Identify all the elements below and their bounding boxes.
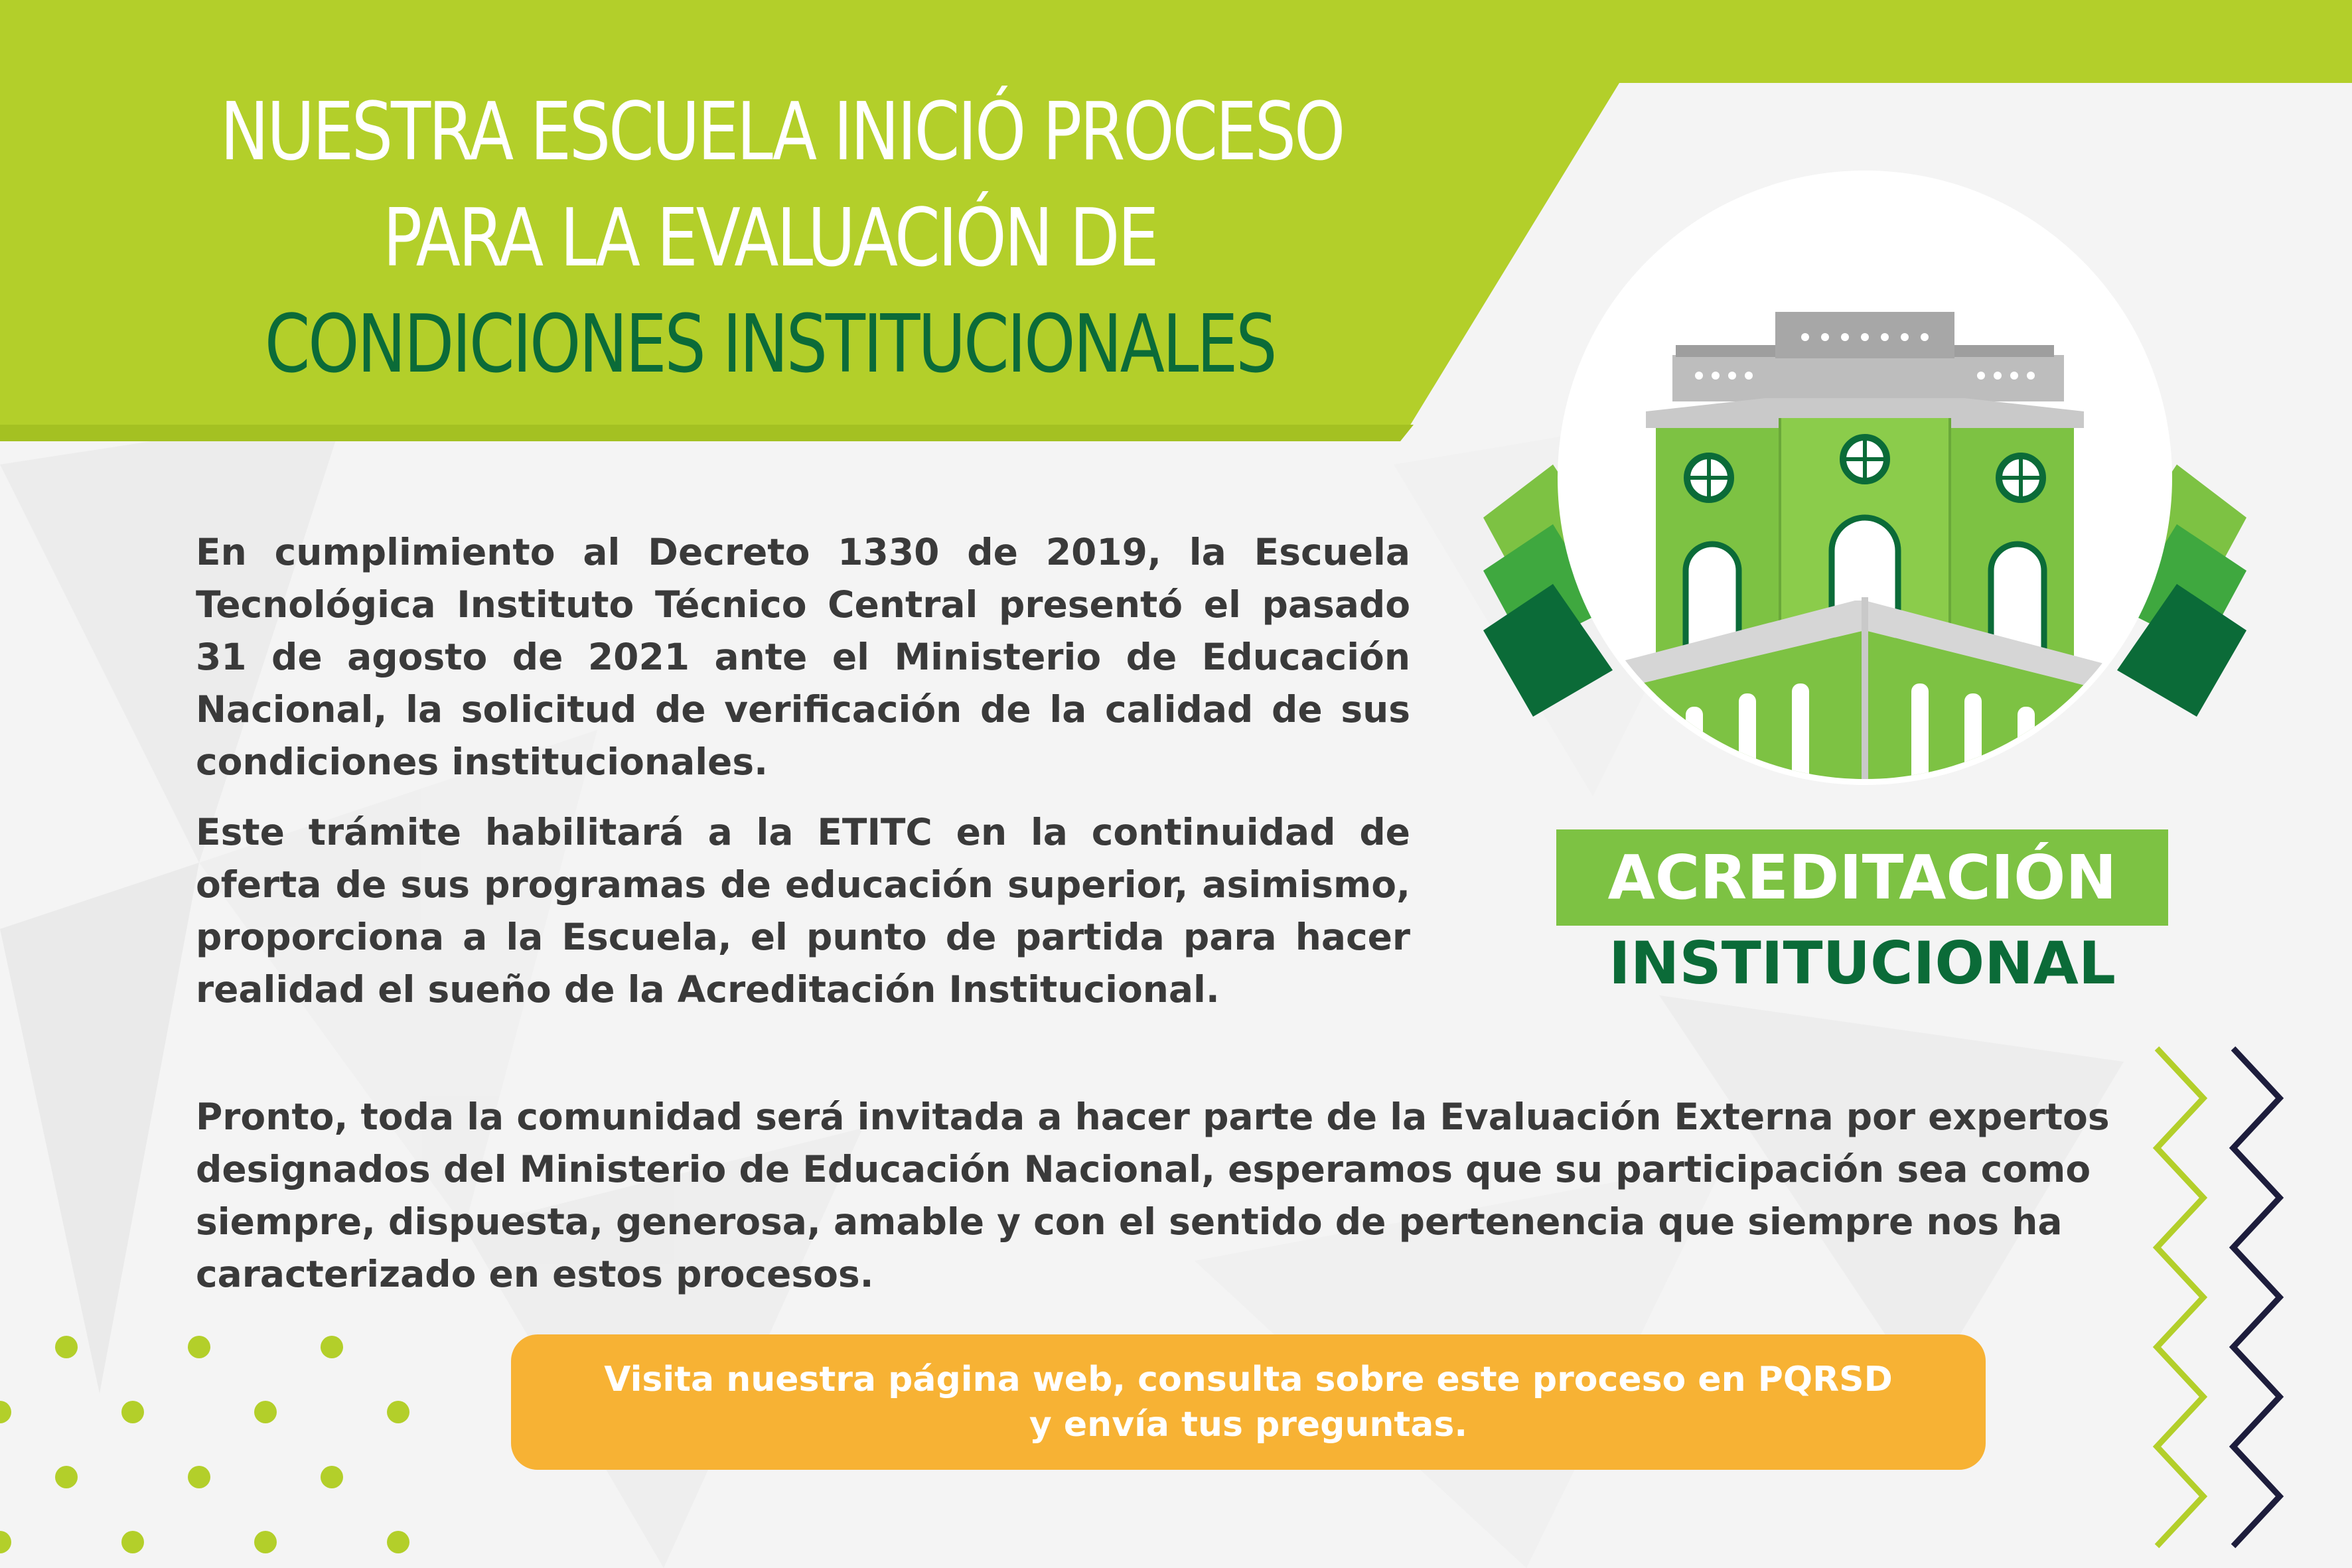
paragraph-evaluation: Pronto, toda la comunidad será invitada a hacer parte de la Evaluación Externa por expertos designados del Ministerio de Educación Nacional, esperamos que su participación sea como siempre, dispuesta, generosa, amable y con el sentido de pertenencia que siempre nos ha caracterizado en estos procesos. <box>196 1096 2110 1295</box>
page-title <box>220 80 1344 398</box>
zigzag-lime <box>2157 1048 2203 1546</box>
cta-line-1: Visita nuestra página web, consulta sobre este proceso en PQRSD <box>604 1360 1893 1399</box>
paragraph-decree: En cumplimiento al Decreto 1330 de 2019, la Escuela Tecnológica Instituto Técnico Central presentó el pasado 31 de agosto de 2021 ante el Ministerio de Educación Nacional, la solicitud de verificación de la calidad de sus condiciones institucionales. <box>196 531 1410 783</box>
cta-line-2: y envía tus preguntas. <box>1029 1405 1468 1445</box>
title-line-2: PARA LA EVALUACIÓN DE <box>382 192 1157 285</box>
badge-institucional: INSTITUCIONAL <box>1609 929 2116 997</box>
badge-acreditacion: ACREDITACIÓN <box>1556 829 2168 926</box>
paragraph-procedure: Este trámite habilitará a la ETITC en la continuidad de oferta de sus programas de educación superior, asimismo, proporciona a la Escuela, el punto de partida para hacer realidad el sueño de la Acreditación Institucional. <box>196 811 1410 1011</box>
cta-banner[interactable] <box>511 1334 1986 1470</box>
decorative-dots <box>0 1336 409 1553</box>
title-line-3: CONDICIONES INSTITUCIONALES <box>264 299 1276 391</box>
title-line-1: NUESTRA ESCUELA INICIÓ PROCESO <box>220 86 1344 178</box>
header-band-shadow <box>0 425 1414 441</box>
zigzag-navy <box>2233 1048 2280 1546</box>
